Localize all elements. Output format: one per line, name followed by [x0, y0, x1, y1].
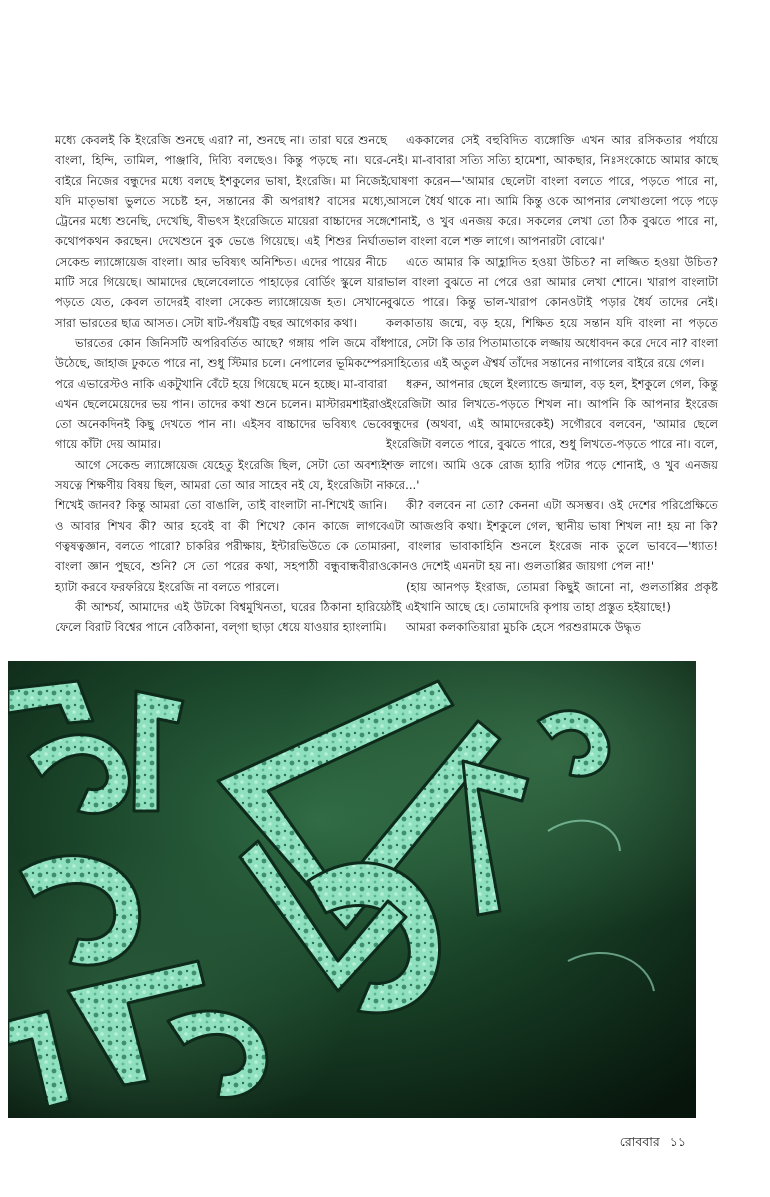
magazine-name: রোববার	[619, 1134, 660, 1149]
left-text-column	[55, 130, 387, 637]
paragraph: ভারতের কোন জিনিসটি অপরিবর্তিত আছে? গঙ্গায় পলি জমে বাঁধ উঠেছে, জাহাজ ঢুকতে পারে না, শুধু স্টিমার চলে। নেপালের ভূমিকম্পের পরে এভারেস্টও নাকি একটুখানি বেঁটে হয়ে গিয়েছে মনে হচ্ছে। মা-বাবারা এখন ছেলেমেয়েদের ভয় পান। তাদের কথা শুনে চলেন। মাস্টারমশাইরাও তো অনেকদিনই কিছু দেখতে পান না। এইসব বাচ্চাদের ভবিষ্যৎ ভেবে গায়ে কাঁটা দেয় আমার।	[55, 335, 387, 452]
paragraph: এককালের সেই বহুবিদিত ব্যঙ্গোক্তি এখন আর রসিকতার পর্যায়ে নেই। মা-বাবারা সত্যি সত্যি হামেশা, আকছার, নিঃসংকোচে আমার কাছে ঘোষণা করেন—'আমার ছেলেটা বাংলা বলতে পারে, পড়তে পারে না, আসলে ধৈর্য থাকে না। আমি কিন্তু ওকে আপনার লেখাগুলো পড়ে পড়ে শোনাই, ও খুব এনজয় করে। সকলের লেখা তো ঠিক বুঝতে পারে না, ভাল বাংলা বলে শক্ত লাগে। আপনারটা বোঝে।'	[386, 133, 718, 249]
right-text-column	[386, 130, 718, 637]
paragraph: কী? বলবেন না তো? কেননা এটা অসম্ভব। ওই দেশের পরিপ্রেক্ষিতে এটা আজগুবি কথা। ইশকুলে গেল, স্থানীয় ভাষা শিখল না! হয় না কি? না, বাংলার ভাবাকাহিনি শুনলে ইংরেজ নাক তুলে ভাববে—'ধ্যাত! কোনও দেশেই এমনটা হয় না। গুলতাপ্পির জায়গা পেল না!'	[386, 498, 718, 574]
page-number: ১১	[669, 1134, 686, 1149]
paragraph: কী আশ্চর্য, আমাদের এই উটকো বিশ্বমুখিনতা, ঘরের ঠিকানা হারিয়ে ফেলে বিরাট বিশ্বের পানে বেঠিকানা, বল্‌গা ছাড়া ধেয়ে যাওয়ার হ্যাংলামি।	[55, 599, 387, 635]
paragraph: আমরা কলকাতিয়ারা মুচকি হেসে পরশুরামকে উদ্ধৃত	[406, 620, 641, 635]
paragraph: (হায় আনপড় ইংরাজ, তোমরা কিছুই জানো না, গুলতাপ্পির প্রকৃষ্ট ঠাঁই এইখানি আছে হে। তোমাদেরি কৃপায় তাহা প্রস্তুত হইয়াছে!)	[386, 579, 718, 614]
bengali-letters-artwork	[8, 661, 696, 1118]
paragraph: ধরুন, আপনার ছেলে ইংল্যান্ডে জন্মাল, বড় হল, ইশকুলে গেল, কিন্তু ইংরেজিটা আর লিখতে-পড়তে শিখল না। আপনি কি আপনার ইংরেজ বন্ধুদের (অথবা, এই আমাদেরকেই) সগৌরবে বলবেন, 'আমার ছেলে ইংরেজিটা বলতে পারে, বুঝতে পারে, শুধু লিখতে-পড়তে পারে না। বলে, শক্ত লাগে। আমি ওকে রোজ হ্যারি পটার পড়ে শোনাই, ও খুব এনজয় করে...'	[386, 376, 718, 493]
paragraph: আগে সেকেন্ড ল্যাঙ্গোয়েজ যেহেতু ইংরেজি ছিল, সেটা তো অবশ্যই সযত্নে শিক্ষণীয় বিষয় ছিল, আমরা তো আর সাহেব নই যে, ইংরেজিটা না শিখেই জানব? কিন্তু আমরা তো বাঙালি, তাই বাংলাটা না-শিখেই জানি। ও আবার শিখব কী? আর হবেই বা কী শিখে? কোন কাজে লাগবে ণত্বষত্বজ্ঞান, বলতে পারো? চাকরির পরীক্ষায়, ইন্টারভিউতে কে তোমার বাংলা জ্ঞান পুছবে, শুনি? সে তো পরের কথা, সহপাঠী বন্ধুবান্ধবীরাও হ্যাটা করবে ফরফরিয়ে ইংরেজি না বলতে পারলে।	[55, 457, 387, 594]
page-footer	[614, 1134, 686, 1154]
paragraph: এতে আমার কি আহ্লাদিত হওয়া উচিত? না লজ্জিত হওয়া উচিত? ভাল বাংলা বুঝতে না পেরে ওরা আমার লেখা শোনে। খারাপ বাংলাটা বুঝতে পারে। কিন্তু ভাল-খারাপ কোনওটাই পড়ার ধৈর্য তাদের নেই। কলকাতায় জন্মে, বড় হয়ে, শিক্ষিত হয়ে সন্তান যদি বাংলা না পড়তে পারে, সেটা কি তার পিতামাতাকে লজ্জায় অধোবদন করে দেবে না? বাংলা সাহিত্যের এই অতুল ঐশ্বর্য তাঁদের সন্তানের নাগালের বাইরে রয়ে গেল।	[386, 254, 718, 371]
paragraph: মধ্যে কেবলই কি ইংরেজি শুনছে এরা? না, শুনছে না। তারা ঘরে শুনছে বাংলা, হিন্দি, তামিল, পাঞ্জাবি, দিব্যি বলছেও। কিন্তু পড়ছে না। ঘরে-বাইরে নিজের বন্ধুদের মধ্যে বলছে ইশকুলের ভাষা, ইংরেজি। মা নিজেই যদি মাতৃভাষা ভুলতে সচেষ্ট হন, সন্তানের কী অপরাধ? বাসের মধ্যে, ট্রেনের মধ্যে শুনেছি, দেখেছি, বীভৎস ইংরেজিতে মায়েরা বাচ্চাদের সঙ্গে কথোপকথন করছেন। দেখেশুনে বুক ভেঙে গিয়েছে। এই শিশুর নির্ঘাত সেকেন্ড ল্যাঙ্গোয়েজ বাংলা। আর ভবিষ্যৎ অনিশ্চিত। এদের পায়ের নীচে মাটি সরে গিয়েছে। আমাদের ছেলেবেলাতে পাহাড়ের বোর্ডিং স্কুলে যারা পড়তে যেত, কেবল তাদেরই বাংলা সেকেন্ড ল্যাঙ্গোয়েজ হত। সেখানে সারা ভারতের ছাত্র আসত। সেটা ষাট-পঁয়ষট্টি বছর আগেকার কথা।	[55, 133, 387, 330]
